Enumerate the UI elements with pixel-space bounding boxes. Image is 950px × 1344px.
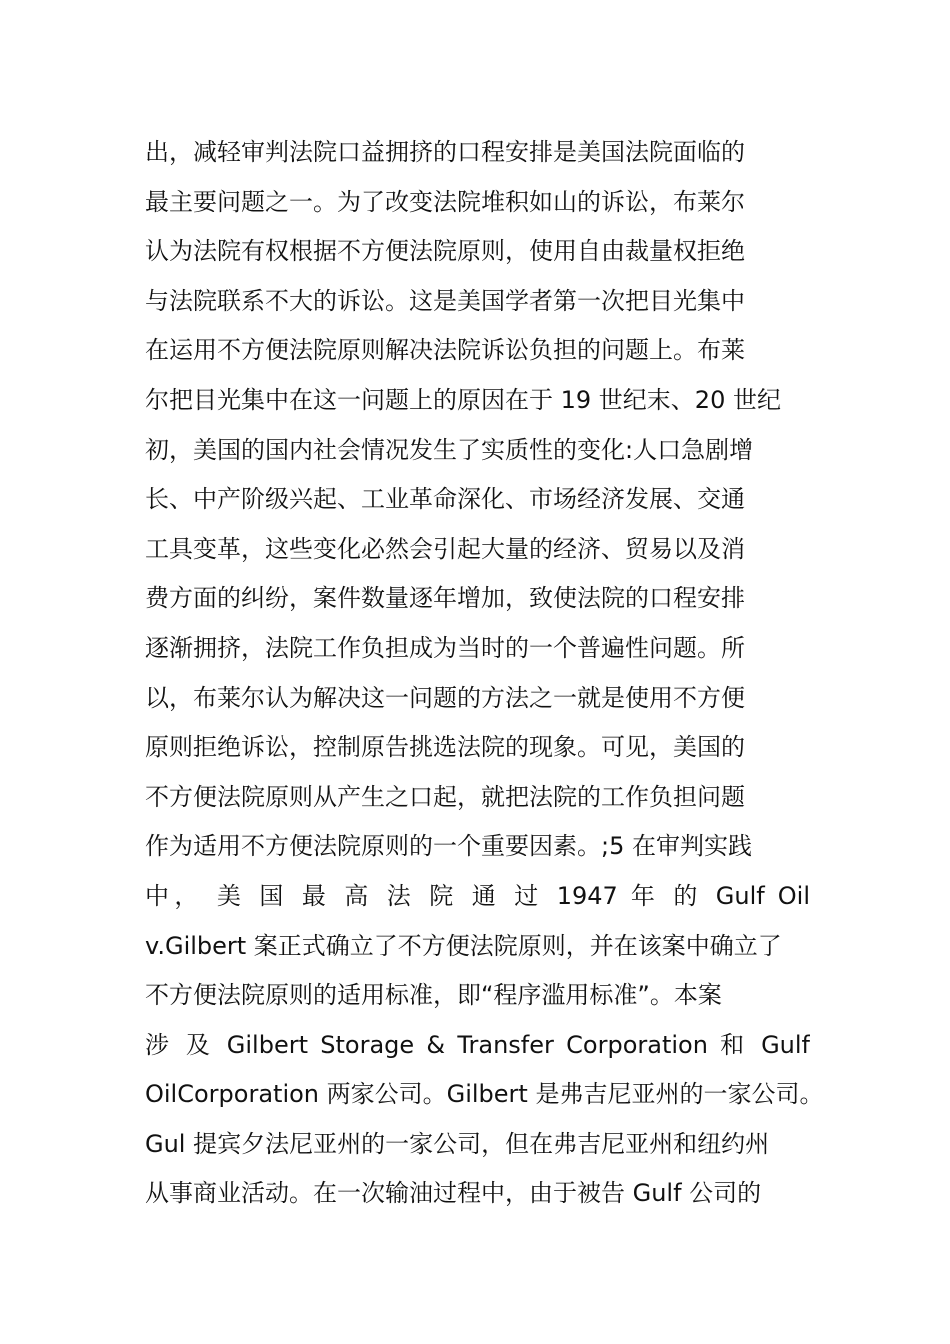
text-line: 工具变革，这些变化必然会引起大量的经济、贸易以及消 bbox=[145, 534, 745, 563]
text-line: 在运用不方便法院原则解决法院诉讼负担的问题上。布莱 bbox=[145, 336, 745, 365]
text-line: OilCorporation 两家公司。Gilbert 是弗吉尼亚州的一家公司。 bbox=[145, 1080, 824, 1109]
body-text bbox=[145, 128, 824, 1219]
text-line: 不方便法院原则的适用标准，即“程序滥用标准”。本案 bbox=[145, 981, 722, 1010]
text-line: 费方面的纠纷，案件数量逐年增加，致使法院的口程安排 bbox=[145, 584, 745, 613]
text-line: 涉 及 Gilbert Storage & Transfer Corporation 和 Gulf bbox=[145, 1030, 810, 1059]
text-line: 出，减轻审判法院口益拥挤的口程安排是美国法院面临的 bbox=[145, 138, 745, 166]
text-line: 从事商业活动。在一次输油过程中，由于被告 Gulf 公司的 bbox=[145, 1179, 762, 1208]
text-line: 尔把目光集中在这一问题上的原因在于 19 世纪末、20 世纪 bbox=[145, 385, 781, 414]
text-line: 中， 美 国 最 高 法 院 通 过 1947 年 的 Gulf Oil bbox=[145, 881, 810, 910]
text-line: 认为法院有权根据不方便法院原则，使用自由裁量权拒绝 bbox=[145, 237, 745, 266]
text-line: 不方便法院原则从产生之口起，就把法院的工作负担问题 bbox=[145, 782, 745, 811]
text-line: 最主要问题之一。为了改变法院堆积如山的诉讼，布莱尔 bbox=[145, 187, 745, 216]
text-line: 作为适用不方便法院原则的一个重要因素。;5 在审判实践 bbox=[145, 832, 752, 861]
text-line: v.Gilbert 案正式确立了不方便法院原则，并在该案中确立了 bbox=[145, 931, 782, 960]
text-line: 与法院联系不大的诉讼。这是美国学者第一次把目光集中 bbox=[145, 286, 745, 315]
text-line: 逐渐拥挤，法院工作负担成为当时的一个普遍性问题。所 bbox=[145, 633, 745, 662]
text-line: 以，布莱尔认为解决这一问题的方法之一就是使用不方便 bbox=[145, 683, 745, 712]
text-line: 长、中产阶级兴起、工业革命深化、市场经济发展、交通 bbox=[145, 485, 745, 514]
text-line: 原则拒绝诉讼，控制原告挑选法院的现象。可见，美国的 bbox=[145, 733, 745, 762]
text-line: 初，美国的国内社会情况发生了实质性的变化:人口急剧增 bbox=[145, 435, 754, 464]
text-line: Gul 提宾夕法尼亚州的一家公司，但在弗吉尼亚州和纽约州 bbox=[145, 1129, 770, 1158]
